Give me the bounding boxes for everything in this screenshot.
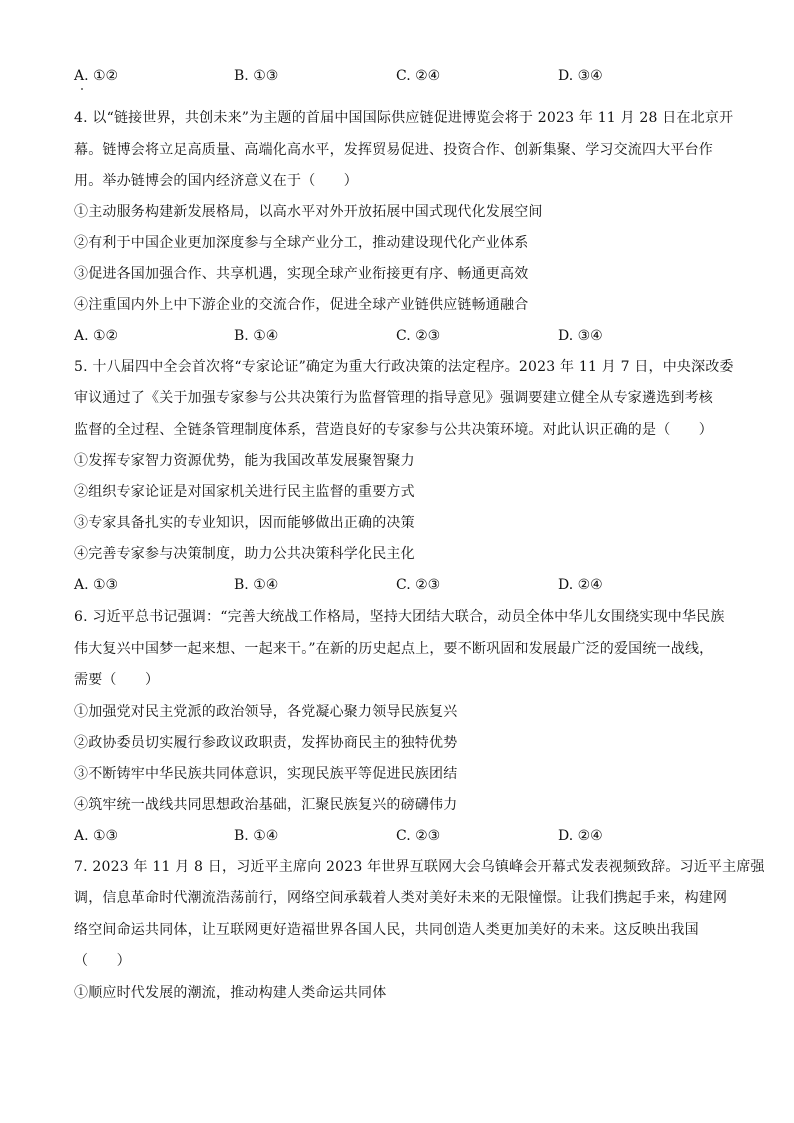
q4-option-a[interactable]: A. ①②: [74, 328, 119, 344]
q5-option-d[interactable]: D. ②④: [558, 577, 603, 593]
q4-statement-4: ④注重国内外上中下游企业的交流合作，促进全球产业链供应链畅通融合: [74, 297, 529, 313]
q5-option-c[interactable]: C. ②③: [396, 577, 441, 593]
q5-statement-3: ③专家具备扎实的专业知识，因而能够做出正确的决策: [74, 515, 415, 531]
q5-statement-1: ①发挥专家智力资源优势，能为我国改革发展聚智聚力: [74, 453, 415, 469]
q4-statement-1: ①主动服务构建新发展格局，以高水平对外开放拓展中国式现代化发展空间: [74, 204, 543, 220]
q7-stem-line-1: 7. 2023 年 11 月 8 日，习近平主席向 2023 年世界互联网大会乌镇峰会开幕式发表视频致辞。习近平主席强: [74, 859, 765, 875]
q7-stem-line-4: （ ）: [74, 953, 131, 969]
q5-stem-line-1: 5. 十八届四中全会首次将“专家论证”确定为重大行政决策的法定程序。2023 年 11 月 7 日，中央深改委: [74, 359, 734, 375]
q6-statement-2: ②政协委员切实履行参政议政职责，发挥协商民主的独特优势: [74, 735, 458, 751]
q3-option-a[interactable]: A. ①②: [74, 68, 119, 84]
q4-statement-3: ③促进各国加强合作、共享机遇，实现全球产业衔接更有序、畅通更高效: [74, 266, 529, 282]
q5-options: [74, 575, 734, 595]
q7-stem-line-2: 调，信息革命时代潮流浩荡前行，网络空间承载着人类对美好未来的无限憧憬。让我们携起手来，构建网: [74, 890, 728, 906]
q4-stem-line-1: 4. 以“链接世界，共创未来”为主题的首届中国国际供应链促进博览会将于 2023 年 11 月 28 日在北京开: [74, 110, 734, 126]
q6-stem-line-3: 需要（ ）: [74, 672, 160, 688]
q5-option-a[interactable]: A. ①③: [74, 577, 119, 593]
q4-option-c[interactable]: C. ②③: [396, 328, 441, 344]
q4-statement-2: ②有利于中国企业更加深度参与全球产业分工，推动建设现代化产业体系: [74, 235, 529, 251]
dot-mark: [81, 88, 83, 90]
q6-option-a[interactable]: A. ①③: [74, 828, 119, 844]
q5-option-b[interactable]: B. ①④: [234, 577, 279, 593]
q6-statement-1: ①加强党对民主党派的政治领导，各党凝心聚力领导民族复兴: [74, 704, 458, 720]
q3-option-c[interactable]: C. ②④: [396, 68, 441, 84]
q7-statement-1: ①顺应时代发展的潮流，推动构建人类命运共同体: [74, 985, 387, 1001]
q4-option-b[interactable]: B. ①④: [234, 328, 279, 344]
q5-stem-line-3: 监督的全过程、全链条管理制度体系，营造良好的专家参与公共决策环境。对此认识正确的是（ ）: [74, 422, 713, 438]
q6-options: [74, 826, 734, 846]
q6-statement-3: ③不断铸牢中华民族共同体意识，实现民族平等促进民族团结: [74, 766, 458, 782]
q6-option-c[interactable]: C. ②③: [396, 828, 441, 844]
q6-stem-line-2: 伟大复兴中国梦一起来想、一起来干。”在新的历史起点上，要不断巩固和发展最广泛的爱国统一战线，: [74, 641, 714, 657]
q4-options: [74, 326, 734, 346]
q7-stem-line-3: 络空间命运共同体，让互联网更好造福世界各国人民，共同创造人类更加美好的未来。这反映出我国: [74, 922, 699, 938]
q3-option-b[interactable]: B. ①③: [234, 68, 279, 84]
q6-statement-4: ④筑牢统一战线共同思想政治基础，汇聚民族复兴的磅礴伟力: [74, 797, 458, 813]
q4-option-d[interactable]: D. ③④: [558, 328, 603, 344]
q3-option-d[interactable]: D. ③④: [558, 68, 603, 84]
q6-option-b[interactable]: B. ①④: [234, 828, 279, 844]
q6-option-d[interactable]: D. ②④: [558, 828, 603, 844]
q5-stem-line-2: 审议通过了《关于加强专家参与公共决策行为监督管理的指导意见》强调要建立健全从专家遴选到考核: [74, 390, 713, 406]
q5-statement-4: ④完善专家参与决策制度，助力公共决策科学化民主化: [74, 546, 415, 562]
q6-stem-line-1: 6. 习近平总书记强调：“完善大统战工作格局，坚持大团结大联合，动员全体中华儿女围绕实现中华民族: [74, 609, 725, 625]
q4-stem-line-3: 用。举办链博会的国内经济意义在于（ ）: [74, 173, 358, 189]
q4-stem-line-2: 幕。链博会将立足高质量、高端化高水平，发挥贸易促进、投资合作、创新集聚、学习交流四大平台作: [74, 142, 713, 158]
q3-options: [74, 66, 734, 86]
q5-statement-2: ②组织专家论证是对国家机关进行民主监督的重要方式: [74, 484, 415, 500]
